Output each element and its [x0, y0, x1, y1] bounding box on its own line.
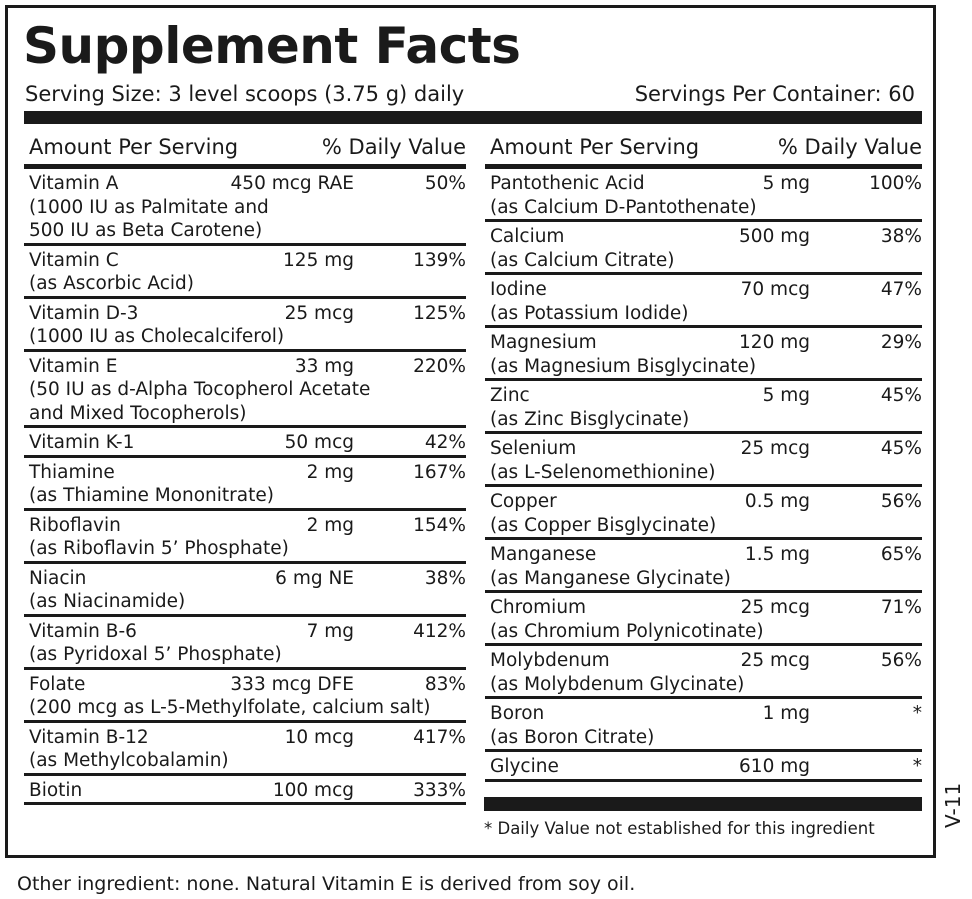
nutrient-row	[24, 564, 466, 617]
nutrient-amount: 120 mg	[739, 332, 810, 353]
serving-size: Serving Size: 3 level scoops (3.75 g) daily	[25, 82, 465, 106]
nutrient-name: Riboflavin	[29, 514, 121, 536]
amount-header: Amount Per Serving	[29, 135, 239, 159]
nutrient-main-line	[485, 755, 922, 779]
nutrient-source: (as Potassium Iodide)	[490, 302, 689, 324]
nutrient-amount: 33 mg	[294, 355, 354, 377]
dv-header: % Daily Value	[777, 135, 922, 159]
nutrient-row	[485, 434, 922, 487]
amount-header: Amount Per Serving	[490, 135, 700, 159]
nutrient-source: (as L-Selenomethionine)	[490, 461, 716, 483]
nutrient-daily-value: 167%	[413, 461, 466, 483]
nutrient-row	[485, 381, 922, 434]
nutrient-source: (as Magnesium Bisglycinate)	[490, 355, 757, 377]
nutrient-name: Glycine	[490, 756, 559, 777]
nutrient-daily-value: 45%	[880, 438, 922, 459]
nutrient-daily-value: 65%	[880, 544, 922, 565]
nutrient-amount: 5 mg	[762, 385, 810, 406]
nutrient-main-line	[485, 596, 922, 620]
nutrient-amount: 500 mg	[739, 226, 810, 247]
nutrient-source: (as Chromium Polynicotinate)	[490, 620, 764, 642]
nutrient-daily-value: 42%	[424, 432, 466, 453]
nutrient-amount: 610 mg	[739, 756, 810, 777]
nutrient-daily-value: 71%	[880, 597, 922, 618]
nutrient-main-line	[24, 355, 466, 379]
nutrient-main-line	[485, 225, 922, 249]
nutrient-name: Zinc	[490, 385, 530, 406]
nutrient-source: (1000 IU as Palmitate and	[29, 196, 269, 218]
nutrient-row	[24, 169, 466, 246]
nutrient-source: (as Zinc Bisglycinate)	[490, 408, 690, 430]
nutrient-main-line	[24, 302, 466, 326]
nutrient-source: (as Molybdenum Glycinate)	[490, 673, 745, 695]
nutrient-daily-value: 154%	[413, 514, 466, 536]
nutrient-daily-value: 125%	[413, 302, 466, 324]
nutrient-amount: 25 mcg	[740, 438, 810, 459]
nutrient-source: (as Niacinamide)	[29, 591, 186, 612]
nutrient-daily-value: 47%	[880, 279, 922, 300]
nutrient-source: (1000 IU as Cholecalciferol)	[29, 326, 285, 347]
nutrient-source: (as Ascorbic Acid)	[29, 273, 195, 294]
nutrient-name: Vitamin A	[29, 173, 119, 194]
nutrient-daily-value: 45%	[880, 385, 922, 406]
nutrient-daily-value: *	[912, 756, 922, 777]
nutrient-name: Calcium	[490, 226, 565, 247]
nutrient-name: Vitamin K-1	[29, 432, 135, 453]
nutrient-name: Molybdenum	[490, 650, 610, 671]
nutrient-amount: 25 mcg	[740, 597, 810, 618]
nutrient-name: Thiamine	[29, 461, 115, 483]
nutrient-amount: 1 mg	[762, 703, 810, 724]
dv-header: % Daily Value	[321, 135, 466, 159]
nutrient-row	[485, 752, 922, 782]
nutrient-row	[485, 275, 922, 328]
nutrient-daily-value: 333%	[413, 779, 466, 801]
nutrient-name: Copper	[490, 491, 557, 512]
nutrient-daily-value: 56%	[880, 491, 922, 512]
nutrient-daily-value: 412%	[413, 620, 466, 642]
nutrient-amount: 50 mcg	[284, 432, 354, 453]
nutrient-source: (as Calcium D-Pantothenate)	[490, 196, 757, 218]
nutrient-main-line	[24, 567, 466, 591]
product-code: V-11	[941, 782, 965, 828]
nutrient-source: and Mixed Tocopherols)	[29, 402, 247, 424]
nutrient-main-line	[485, 437, 922, 461]
nutrient-name: Folate	[29, 673, 86, 695]
nutrient-daily-value: 139%	[413, 249, 466, 271]
nutrient-source: (200 mcg as L-5-Methylfolate, calcium salt)	[29, 697, 431, 718]
right-rows	[485, 169, 922, 782]
nutrient-row	[24, 352, 466, 429]
nutrient-daily-value: 38%	[424, 567, 466, 589]
nutrient-name: Vitamin D-3	[29, 302, 139, 324]
nutrient-main-line	[24, 514, 466, 538]
supplement-facts-panel	[5, 5, 936, 858]
servings-per-container: Servings Per Container: 60	[634, 82, 915, 106]
nutrient-name: Manganese	[490, 544, 597, 565]
nutrient-amount: 6 mg NE	[275, 567, 354, 589]
nutrient-row	[485, 222, 922, 275]
nutrient-name: Selenium	[490, 438, 577, 459]
nutrient-amount: 100 mcg	[272, 779, 354, 801]
nutrient-main-line	[485, 384, 922, 408]
nutrient-row	[485, 487, 922, 540]
nutrient-main-line	[485, 490, 922, 514]
right-column-header	[485, 130, 922, 164]
nutrient-amount: 5 mg	[762, 173, 810, 194]
nutrient-row	[485, 169, 922, 222]
nutrient-source: (as Thiamine Mononitrate)	[29, 485, 274, 506]
nutrient-daily-value: 417%	[413, 726, 466, 748]
nutrient-row	[485, 540, 922, 593]
nutrient-source: (as Copper Bisglycinate)	[490, 514, 717, 536]
nutrient-source: (50 IU as d-Alpha Tocopherol Acetate	[29, 379, 371, 400]
nutrient-amount: 125 mg	[283, 249, 354, 271]
nutrient-daily-value: 100%	[869, 173, 922, 194]
nutrient-source: (as Pyridoxal 5’ Phosphate)	[29, 644, 282, 665]
nutrient-amount: 70 mcg	[740, 279, 810, 300]
nutrient-name: Niacin	[29, 567, 87, 589]
nutrient-row	[485, 593, 922, 646]
nutrient-name: Iodine	[490, 279, 547, 300]
nutrient-row	[24, 246, 466, 299]
nutrient-daily-value: 50%	[424, 173, 466, 194]
nutrient-amount: 7 mg	[306, 620, 354, 642]
nutrient-main-line	[24, 673, 466, 697]
nutrient-amount: 25 mcg	[284, 302, 354, 324]
nutrient-name: Magnesium	[490, 332, 597, 353]
left-nutrient-column	[24, 130, 466, 805]
nutrient-name: Vitamin B-6	[29, 620, 137, 642]
nutrient-amount: 450 mcg RAE	[230, 173, 354, 194]
nutrient-main-line	[24, 172, 466, 196]
nutrient-name: Biotin	[29, 779, 83, 801]
left-column-header	[24, 130, 466, 164]
nutrient-main-line	[485, 702, 922, 726]
panel-title: Supplement Facts	[23, 17, 521, 75]
nutrient-amount: 1.5 mg	[744, 544, 810, 565]
nutrient-main-line	[24, 431, 466, 455]
nutrient-main-line	[485, 278, 922, 302]
nutrient-row	[24, 511, 466, 564]
right-nutrient-column	[485, 130, 922, 782]
nutrient-row	[485, 646, 922, 699]
nutrient-name: Pantothenic Acid	[490, 173, 645, 194]
nutrient-source: (as Calcium Citrate)	[490, 249, 675, 271]
nutrient-amount: 0.5 mg	[744, 491, 810, 512]
nutrient-main-line	[24, 726, 466, 750]
nutrient-row	[24, 723, 466, 776]
nutrient-amount: 2 mg	[306, 461, 354, 483]
nutrient-row	[485, 699, 922, 752]
nutrient-daily-value: 56%	[880, 650, 922, 671]
nutrient-main-line	[24, 249, 466, 273]
nutrient-main-line	[24, 620, 466, 644]
nutrient-daily-value: 38%	[880, 226, 922, 247]
nutrient-daily-value: *	[912, 703, 922, 724]
nutrient-source: (as Manganese Glycinate)	[490, 567, 731, 589]
nutrient-row	[24, 670, 466, 723]
nutrient-row	[485, 328, 922, 381]
nutrient-name: Vitamin C	[29, 249, 119, 271]
nutrient-main-line	[485, 649, 922, 673]
nutrient-row	[24, 458, 466, 511]
nutrient-source: (as Boron Citrate)	[490, 726, 655, 748]
nutrient-main-line	[485, 331, 922, 355]
footer-divider-bar	[484, 797, 922, 811]
nutrient-row	[24, 428, 466, 458]
nutrient-name: Chromium	[490, 597, 587, 618]
nutrient-row	[24, 299, 466, 352]
nutrient-daily-value: 220%	[413, 355, 466, 377]
nutrient-main-line	[485, 543, 922, 567]
nutrient-amount: 333 mcg DFE	[230, 673, 354, 695]
left-rows	[24, 169, 466, 805]
nutrient-name: Vitamin B-12	[29, 726, 149, 748]
nutrient-amount: 10 mcg	[284, 726, 354, 748]
nutrient-amount: 2 mg	[306, 514, 354, 536]
nutrient-name: Vitamin E	[29, 355, 118, 377]
nutrient-main-line	[24, 461, 466, 485]
nutrient-row	[24, 617, 466, 670]
nutrient-name: Boron	[490, 703, 545, 724]
daily-value-footnote: * Daily Value not established for this ingredient	[484, 819, 875, 838]
nutrient-main-line	[24, 779, 466, 803]
nutrient-row	[24, 776, 466, 806]
nutrient-source: 500 IU as Beta Carotene)	[29, 220, 263, 241]
nutrient-daily-value: 29%	[880, 332, 922, 353]
other-ingredients: Other ingredient: none. Natural Vitamin E is derived from soy oil.	[17, 873, 636, 895]
nutrient-main-line	[485, 172, 922, 196]
nutrient-amount: 25 mcg	[740, 650, 810, 671]
nutrient-source: (as Riboflavin 5’ Phosphate)	[29, 538, 289, 559]
header-divider-bar	[24, 111, 922, 124]
nutrient-source: (as Methylcobalamin)	[29, 750, 229, 771]
nutrient-daily-value: 83%	[424, 673, 466, 695]
